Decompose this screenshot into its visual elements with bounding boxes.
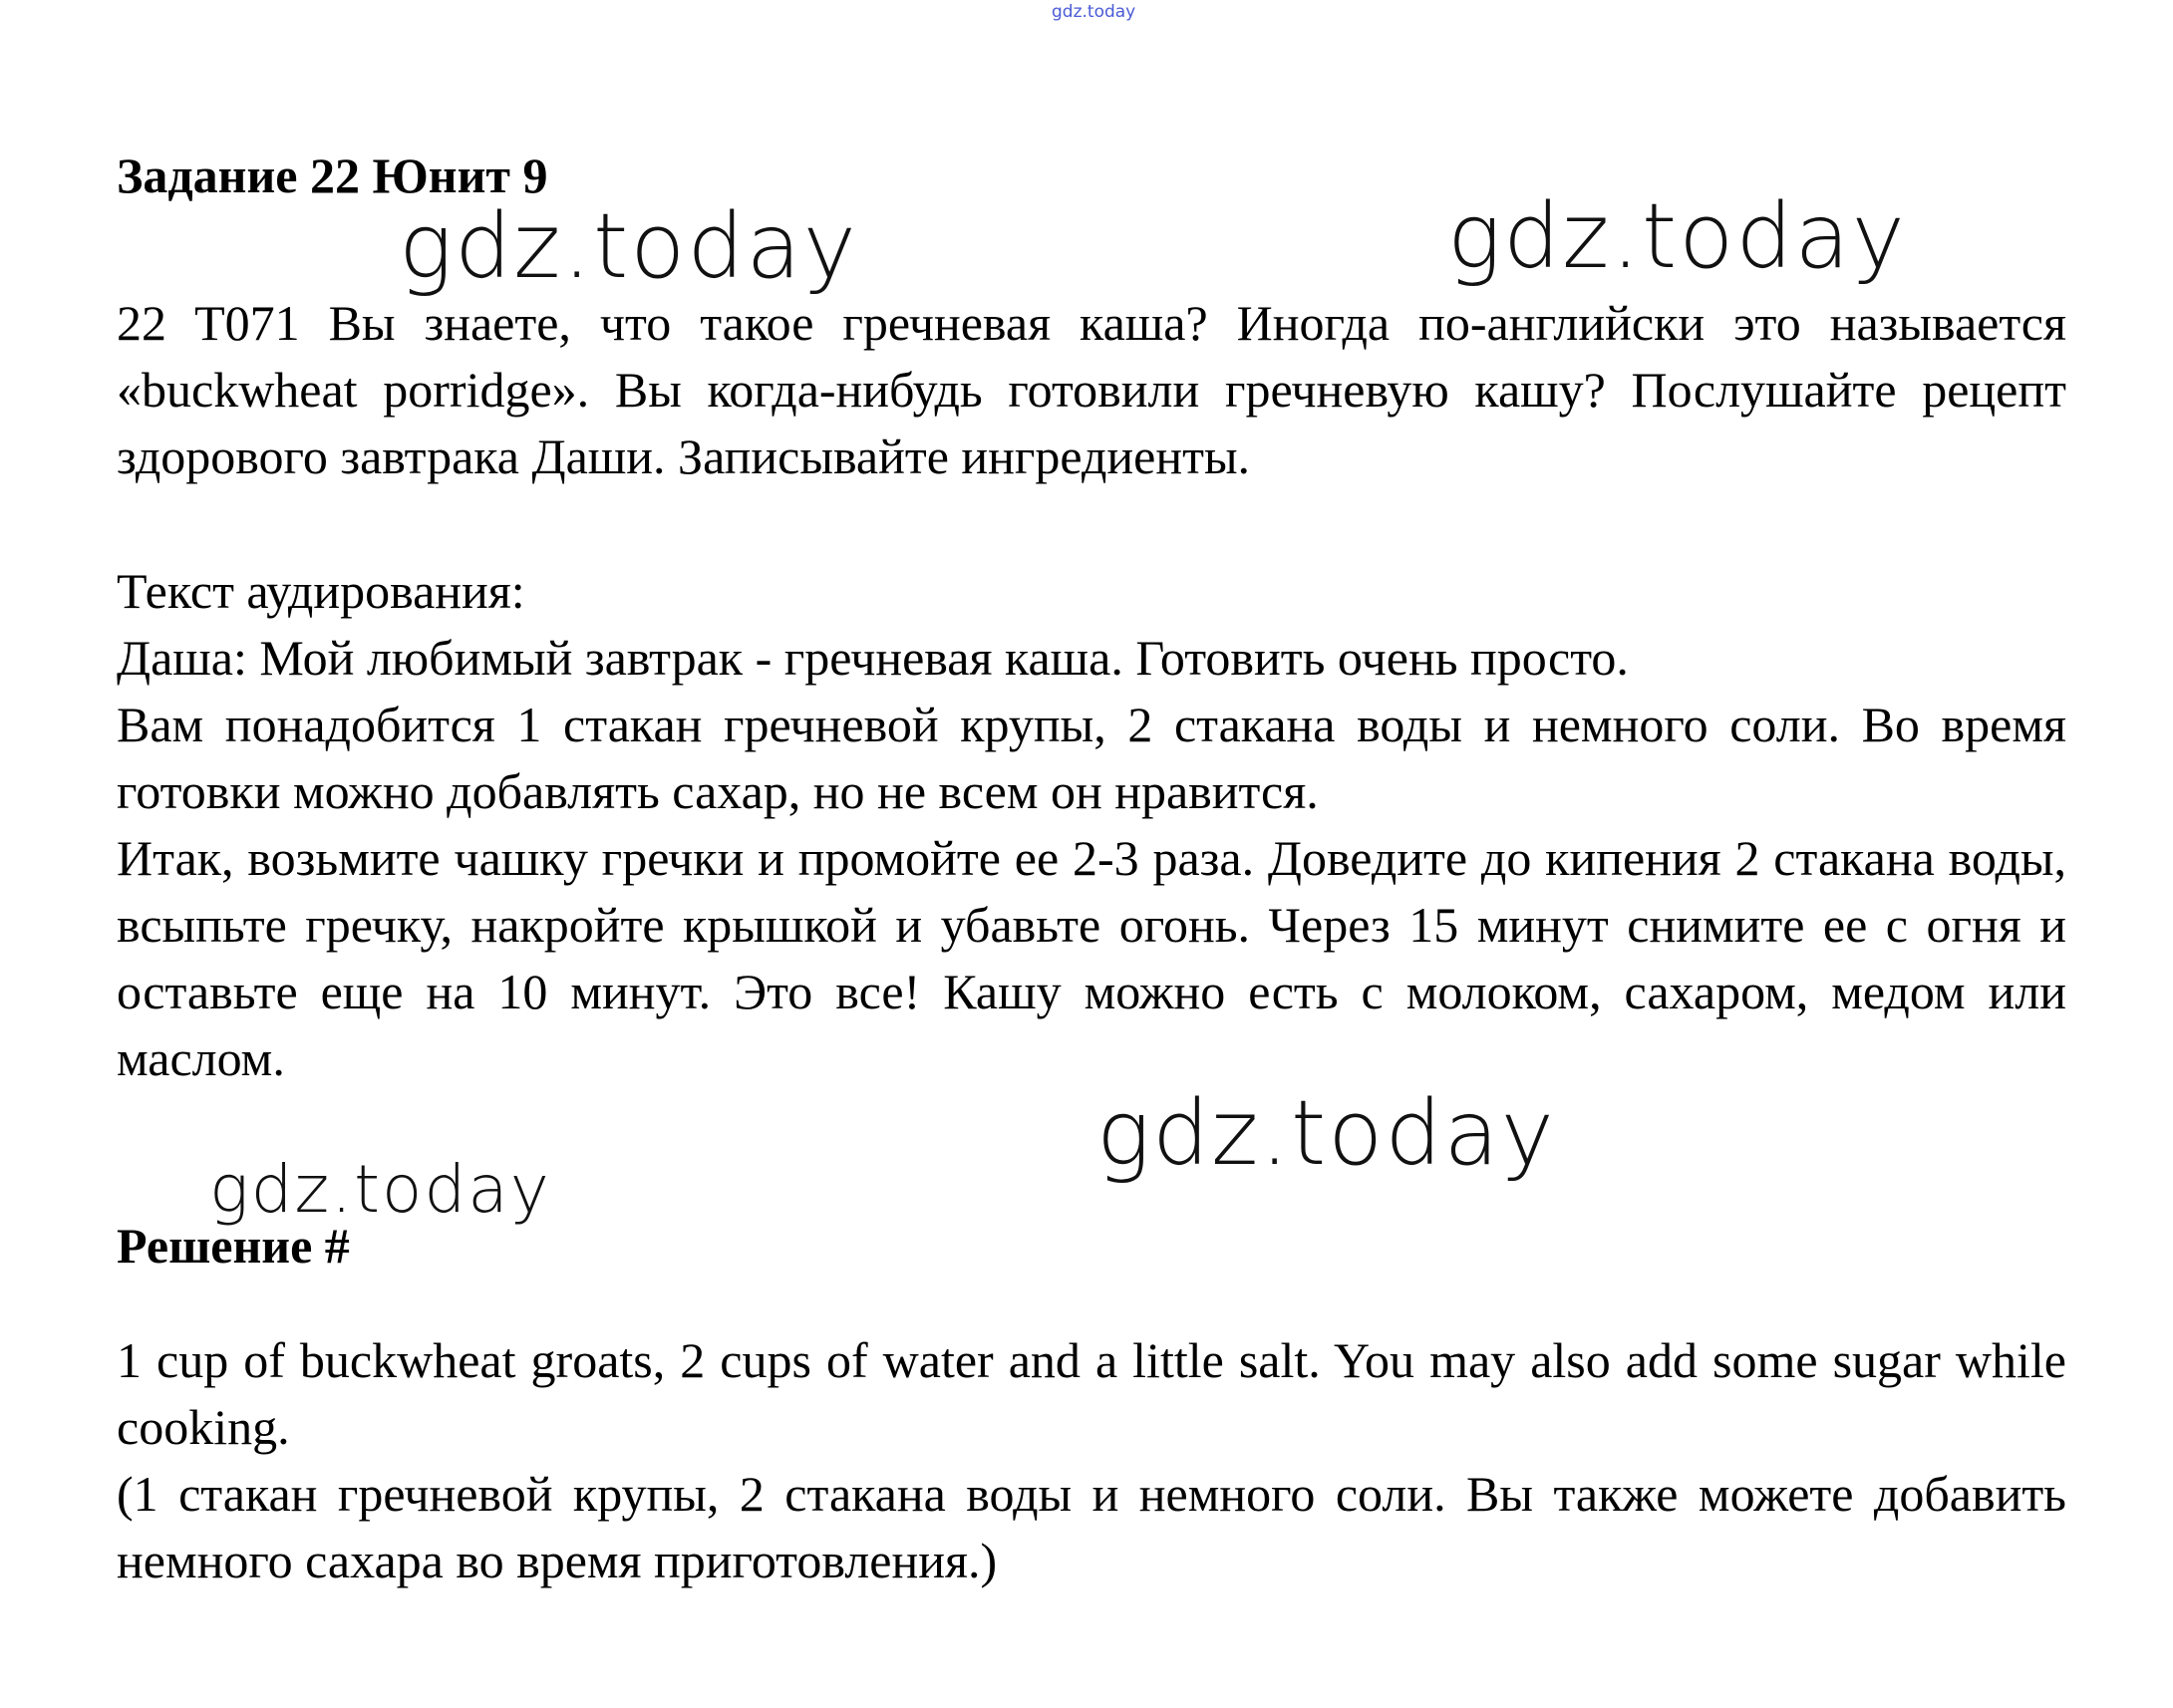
- watermark-2: gdz.today: [1447, 184, 1907, 289]
- solution-title: Решение #: [117, 1218, 350, 1274]
- audio-line-1: Даша: Мой любимый завтрак - гречневая каша. Готовить очень просто.: [117, 630, 1629, 686]
- audio-line-2: Вам понадобится 1 стакан гречневой крупы, 2 стакана воды и немного соли. Во время готовки можно добавлять сахар, но не всем он нравится.: [117, 697, 2066, 819]
- watermark-3: gdz.today: [1096, 1081, 1556, 1186]
- task-text: 22 T071 Вы знаете, что такое гречневая каша? Иногда по-английски это называется «buckwheat porridge». Вы когда-нибудь готовили гречневую кашу? Послушайте рецепт здорового завтрака Даши. Записывайте ингредиенты.: [117, 295, 2066, 484]
- solution-english: 1 cup of buckwheat groats, 2 cups of water and a little salt. You may also add some sugar while cooking.: [117, 1332, 2066, 1455]
- audio-line-3: Итак, возьмите чашку гречки и промойте ее 2-3 раза. Доведите до кипения 2 стакана воды, всыпьте гречку, накройте крышкой и убавьте огонь. Через 15 минут снимите ее с огня и оставьте еще на 10 минут. Это все! Кашу можно есть с молоком, сахаром, медом или маслом.: [117, 830, 2066, 1086]
- audio-label: Текст аудирования:: [117, 563, 525, 619]
- solution-russian: (1 стакан гречневой крупы, 2 стакана воды и немного соли. Вы также можете добавить немного сахара во время приготовления.): [117, 1466, 2066, 1588]
- watermark-4: gdz.today: [209, 1151, 551, 1228]
- header-watermark: gdz.today: [1052, 2, 1136, 22]
- page-title: Задание 22 Юнит 9: [117, 147, 548, 203]
- watermark-1: gdz.today: [399, 194, 858, 299]
